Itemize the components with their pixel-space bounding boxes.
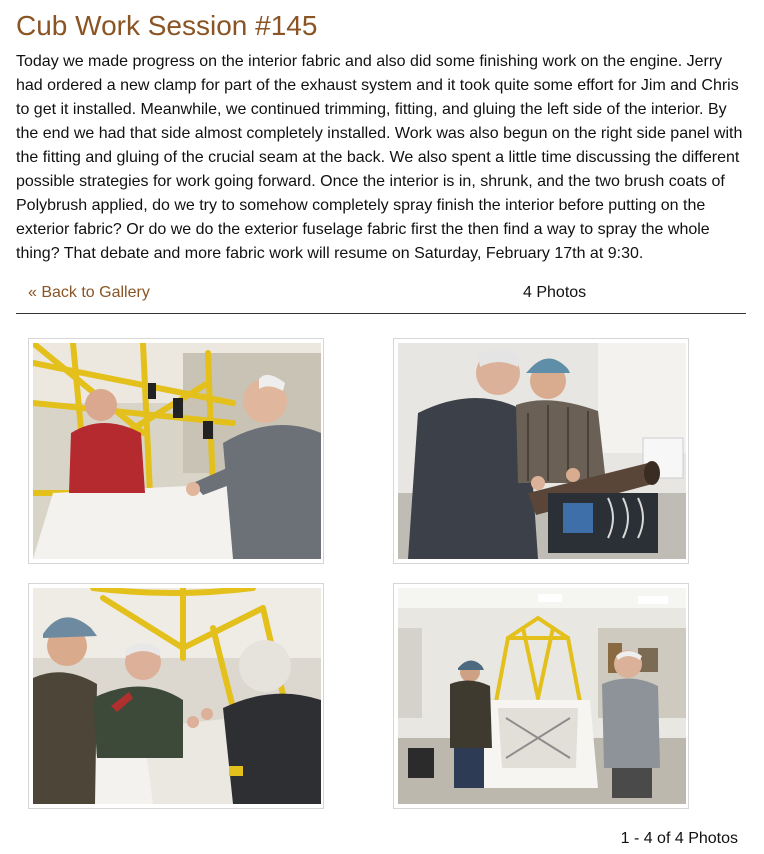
photo-thumbnail-2[interactable]: [393, 338, 689, 564]
pagination-summary: 1 - 4 of 4 Photos: [620, 830, 738, 847]
gallery-nav-bar: [16, 282, 746, 314]
photo-2-image: [398, 343, 686, 559]
photo-3-image: [33, 588, 321, 804]
photo-thumbnail-1[interactable]: [28, 338, 324, 564]
page-title: Cub Work Session #145: [16, 10, 318, 41]
photo-count: 4 Photos: [523, 284, 587, 301]
photo-thumbnail-3[interactable]: [28, 583, 324, 809]
back-to-gallery-link[interactable]: « Back to Gallery: [28, 284, 150, 301]
photo-4-image: [398, 588, 686, 804]
photo-thumbnail-4[interactable]: [393, 583, 689, 809]
photo-1-image: [33, 343, 321, 559]
session-description: Today we made progress on the interior fabric and also did some finishing work on the engine. Jerry had ordered a new clamp for part of the exhaust system and it took quite some effort for Jim and Chris to get it installed. Meanwhile, we continued trimming, fitting, and gluing the left side of the interior. By the end we had that side almost completely installed. Work was also begun on the right side panel with the fitting and gluing of the crucial seam at the back. We also spent a little time discussing the different possible strategies for work going forward. Once the interior is in, shrunk, and the two brush coats of Polybrush applied, do we try to somehow completely spray finish the interior before putting on the exterior fabric? Or do we do the exterior fuselage fabric first the then find a way to spray the whole thing? That debate and more fabric work will resume on Saturday, February 17th at 9:30.: [16, 53, 743, 262]
